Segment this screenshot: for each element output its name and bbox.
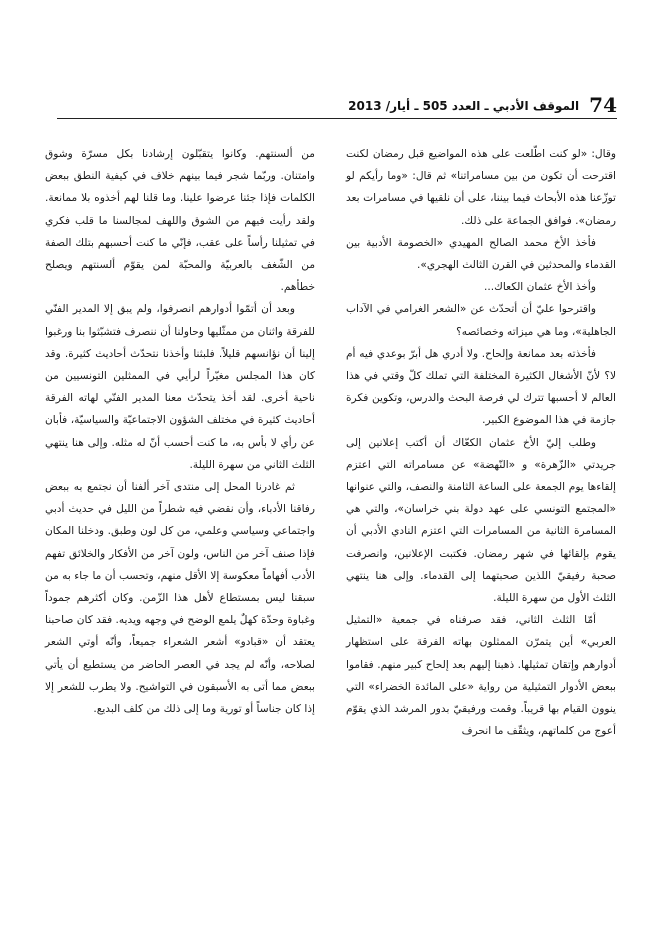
right-text-column	[346, 143, 616, 742]
paragraph: فأخذ الأخ محمد الصالح المهيدي «الخصومة الأدبية بين القدماء والمحدثين في القرن الثالث الهجري».	[346, 236, 616, 272]
paragraph: من ألسنتهم. وكانوا يتقبّلون إرشادنا بكل مسرّة وشوق وامتنان. وربّما شجر فيما بينهم خلاف في كيفية النطق ببعض الكلمات فإذا جئنا عرضوا علينا. وما قلنا لهم أخذوه بلا ممانعة. ولقد رأيت فيهم من الشوق واللهف لمجالسنا ما قلب فكري في تمثيلنا رأساً على عقب، فإنّي ما كنت أحسبهم بتلك الصفة من الشّغف بالعربيّة والمحبّة لمن يقوّم ألسنتهم ويصلح خطأهم.	[45, 148, 315, 294]
paragraph: ثم غادرنا المحل إلى منتدى آخر ألفنا أن نجتمع به ببعض رفاقنا الأدباء، وأن نقضي فيه شطراً من الليل في حديث أدبي واجتماعي وسياسي وعلمي، من كل لون وطبق. ودخلنا المكان فإذا صنف آخر من الناس، ولون آخر من الأفكار والخلائق تفهم الأدب أفهاماً معكوسة إلا الأقل منهم، وتحسب أن ما جاء به من سبقنا ليس بمستطاع لأهل هذا الزّمن. وكان أكثرهم جموداً وغباوة وحدّة كهلٌ يلمع الوضح في وجهه ويديه. فقد كان صاحبنا يعتقد أن «قبادو» أشعر الشعراء جميعاً، وأنّه أوتي الشعر لصلاحه، وأنّه لم يجد في العصر الحاضر من يستطيع أن يأتي ببعض مما أتى به الأسبقون في التواشيح. ولا يطرب للشعر إلا إذا كان جناساً أو تورية وما إلى ذلك من كلف البديع.	[44, 481, 315, 716]
left-text-column	[45, 143, 315, 720]
paragraph: فأخذته بعد ممانعة وإلحاح. ولا أدري هل أبرّ بوعدي فيه أم لا؟ لأنّ الأشغال الكثيرة المختلفة التي تملك كلّ وقتي في هذا العالم لا أحسبها تترك لي فرصة البحث والدرس، وتكوين فكرة جازمة في هذا الموضوع الكبير.	[346, 347, 616, 427]
paragraph: وطلب إليّ الأخ عثمان الكعّاك أن أكتب إعلانين إلى جريدتي «الزّهرة» و «النّهضة» عن مسامراته التي اعتزم إلقاءها يوم الجمعة على الساعة الثامنة والنصف، والتي عنوانها «المجتمع التونسي على عهد دولة بني خراسان»، والتي هي المسامرة الثانية من المسامرات التي اعتزم النادي الأدبي أن يقوم بإلقائها في شهر رمضان. فكتبت الإعلانين، وانصرفت صحبة رفيقيّ اللذين صحبتهما إلى القدماء. وإلى هنا ينتهي الثلث الأول من سهرة الليلة.	[346, 436, 616, 605]
paragraph: وأخذ الأخ عثمان الكعاك...	[484, 281, 596, 294]
header-rule	[57, 118, 617, 119]
paragraph: وقال: «لو كنت اطّلعت على هذه المواضيع قبل رمضان لكنت اقترحت أن تكون من بين مسامراتنا» ثم قال: «وما رأيكم لو توزّعنا هذه الأبحاث فيما بيننا، على أن نلقيها في مسامرات بعد رمضان». فوافق الجماعة على ذلك.	[346, 148, 616, 227]
page-number: 74	[589, 93, 617, 117]
paragraph: وبعد أن أتمّوا أدوارهم انصرفوا، ولم يبق إلا المدير الفنّي للفرقة واثنان من ممثّليها وحاولنا أن ننصرف فتشبّثوا بنا ورغبوا إلينا أن نؤانسهم قليلاً. فلبثنا وأخذنا نتحدّث أحاديث كثيرة. وقد كان هذا المجلس مغيّراً لرأيي في الممثلين التونسيين من ناحية أخرى. لقد أخذ يتحدّث معنا المدير الفنّي لهاته الفرقة أحاديث كثيرة في مختلف الشؤون الاجتماعيّة والسياسيّة، فأبان عن رأي لا بأس به، ما كنت أحسب أنّ له مثله. وإلى هنا ينتهي الثلث الثاني من سهرة الليلة.	[45, 303, 315, 471]
running-header	[57, 84, 617, 116]
paragraph: أمّا الثلث الثاني، فقد صرفناه في جمعية «التمثيل العربي» أين يتمرّن الممثلون بهاته الفرقة على استظهار أدوارهم وإتقان تمثيلها. ذهبنا إليهم بعد إلحاح كبير منهم. فقاموا ببعض الأدوار التمثيلية من رواية «على المائدة الخضراء» التي ينوون القيام بها قريباً. وقمت ورفيقيّ بدور المرشد الذي يقوّم أعوج من كلماتهم، ويثقّف ما انحرف	[346, 614, 616, 738]
paragraph: واقترحوا عليّ أن أتحدّث عن «الشعر الغرامي في الآداب الجاهلية»، وما هي ميزاته وخصائصه؟	[346, 303, 616, 338]
magazine-issue-title: الموقف الأدبي ـ العدد 505 ـ أيار/ 2013	[348, 99, 580, 113]
